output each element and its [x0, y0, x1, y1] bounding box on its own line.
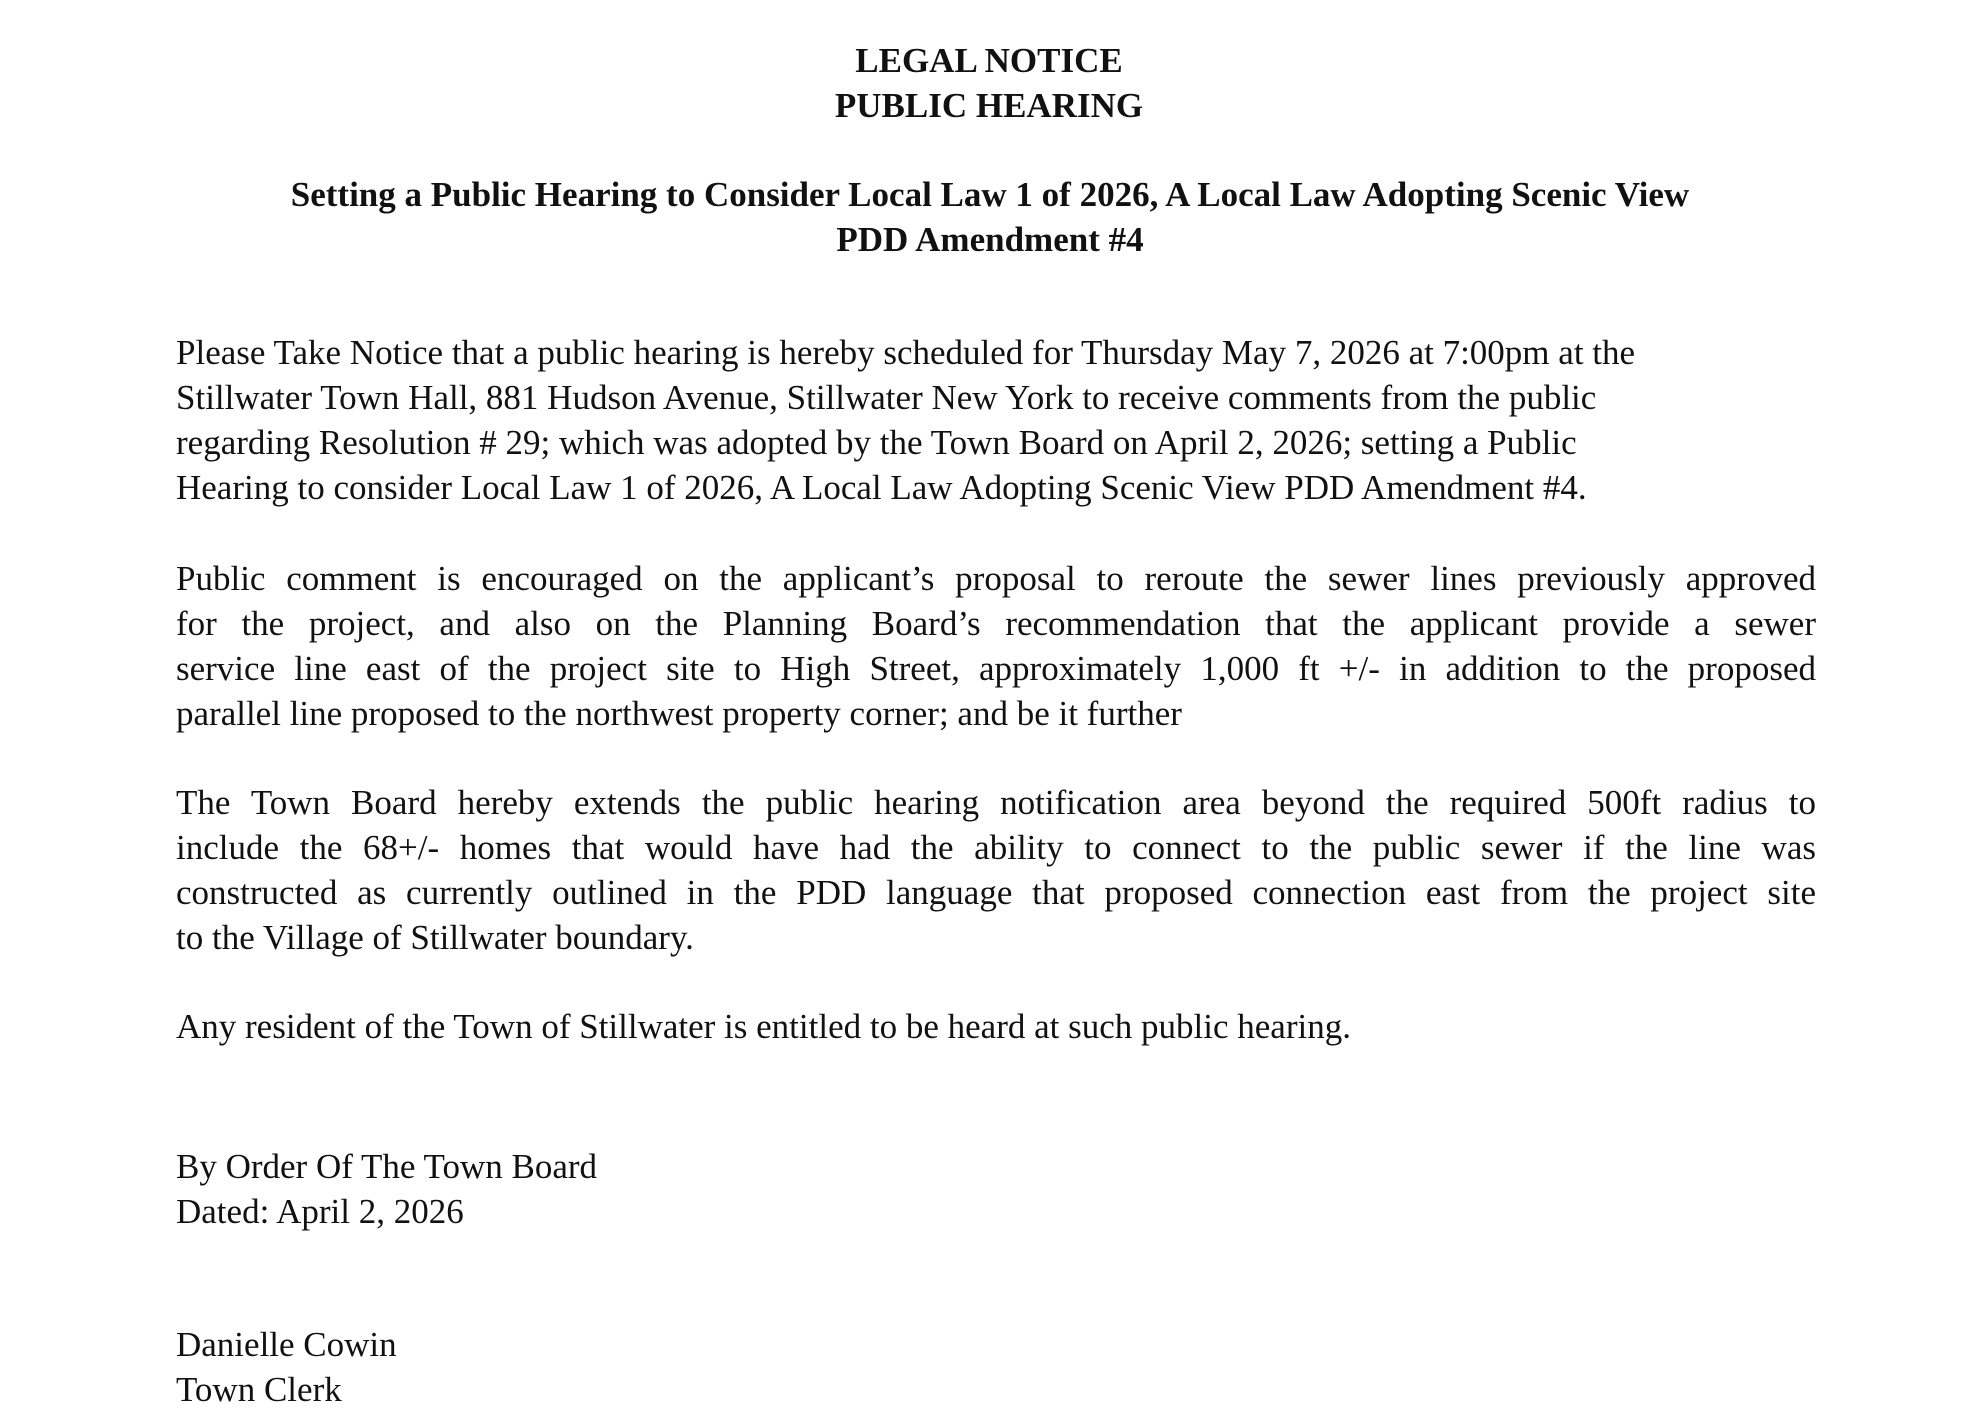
notice-title-line: Setting a Public Hearing to Consider Local Law 1 of 2026, A Local Law Adopting Scenic View	[290, 175, 1690, 214]
order-line: By Order Of The Town Board	[176, 1147, 598, 1186]
paragraph-line: regarding Resolution # 29; which was adopted by the Town Board on April 2, 2026; setting a Public	[176, 423, 1577, 462]
paragraph-line: The Town Board hereby extends the public hearing notification area beyond the required 500ft radius to	[176, 783, 1816, 822]
paragraph-line: for the project, and also on the Planning Board’s recommendation that the applicant provide a sewer	[176, 604, 1816, 643]
notification-area-paragraph	[176, 780, 1816, 960]
order-block	[176, 1144, 1176, 1234]
paragraph-line: include the 68+/- homes that would have had the ability to connect to the public sewer if the line was	[176, 828, 1816, 867]
hearing-schedule-paragraph	[176, 330, 1816, 510]
paragraph-line: parallel line proposed to the northwest property corner; and be it further	[176, 694, 1182, 733]
resident-entitlement-paragraph	[176, 1004, 1816, 1049]
notice-heading-legal: LEGAL NOTICE	[855, 41, 1123, 80]
dated-line: Dated: April 2, 2026	[176, 1192, 464, 1231]
paragraph-line: Hearing to consider Local Law 1 of 2026, A Local Law Adopting Scenic View PDD Amendment #4.	[176, 468, 1587, 507]
notice-heading-public-hearing: PUBLIC HEARING	[834, 86, 1144, 125]
clerk-name: Danielle Cowin	[176, 1325, 397, 1364]
public-comment-paragraph	[176, 556, 1816, 736]
paragraph-line: Stillwater Town Hall, 881 Hudson Avenue, Stillwater New York to receive comments from the public	[176, 378, 1597, 417]
notice-title-line: PDD Amendment #4	[836, 220, 1144, 259]
paragraph-line: constructed as currently outlined in the PDD language that proposed connection east from the project site	[176, 873, 1816, 912]
clerk-signature-block	[176, 1322, 1176, 1412]
paragraph-line: Any resident of the Town of Stillwater is entitled to be heard at such public hearing.	[176, 1007, 1351, 1046]
paragraph-line: Please Take Notice that a public hearing is hereby scheduled for Thursday May 7, 2026 at 7:00pm at the	[176, 333, 1636, 372]
notice-title	[190, 172, 1790, 262]
paragraph-line: service line east of the project site to High Street, approximately 1,000 ft +/- in addition to the proposed	[176, 649, 1816, 688]
paragraph-line: to the Village of Stillwater boundary.	[176, 918, 694, 957]
paragraph-line: Public comment is encouraged on the applicant’s proposal to reroute the sewer lines previously approved	[176, 559, 1816, 598]
clerk-role: Town Clerk	[176, 1370, 342, 1409]
